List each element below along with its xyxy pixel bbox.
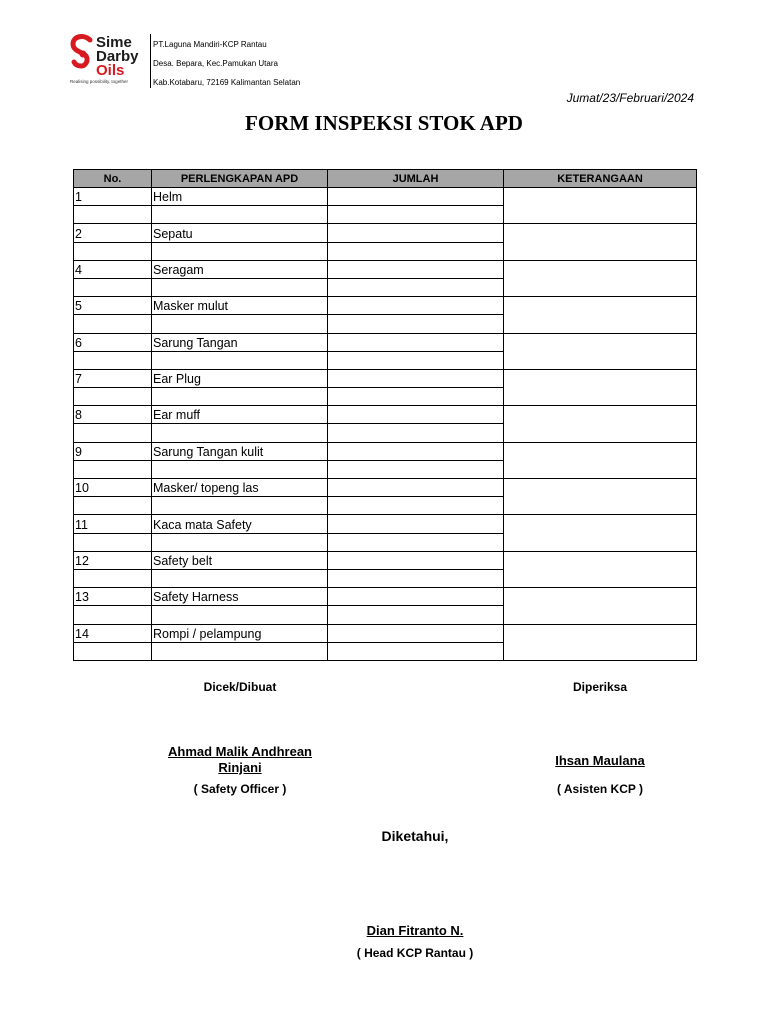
table-row — [74, 479, 697, 497]
row-equipment-blank — [152, 315, 328, 333]
row-remarks-cell[interactable] — [504, 442, 697, 478]
row-quantity-cell[interactable] — [328, 333, 504, 351]
row-quantity-cell[interactable] — [328, 515, 504, 533]
row-remarks-cell[interactable] — [504, 260, 697, 296]
row-number-blank — [74, 242, 152, 260]
table-header-row — [74, 170, 697, 188]
row-equipment: Ear muff — [152, 406, 328, 424]
row-quantity-cell[interactable] — [328, 406, 504, 424]
table-row — [74, 369, 697, 387]
row-remarks-cell[interactable] — [504, 588, 697, 624]
row-equipment: Safety Harness — [152, 588, 328, 606]
row-number: 5 — [74, 297, 152, 315]
row-quantity-cell-2[interactable] — [328, 569, 504, 587]
row-number-blank — [74, 388, 152, 406]
row-quantity-cell[interactable] — [328, 588, 504, 606]
row-number-blank — [74, 206, 152, 224]
table-row — [74, 406, 697, 424]
form-title: FORM INSPEKSI STOK APD — [245, 111, 523, 135]
header-divider — [150, 34, 151, 88]
row-equipment-blank — [152, 460, 328, 478]
row-quantity-cell[interactable] — [328, 551, 504, 569]
row-equipment-blank — [152, 351, 328, 369]
row-number-blank — [74, 606, 152, 624]
row-quantity-cell[interactable] — [328, 442, 504, 460]
row-equipment: Sepatu — [152, 224, 328, 242]
row-equipment-blank — [152, 242, 328, 260]
acknowledged-name: Dian Fitranto N. — [366, 923, 464, 938]
row-equipment: Seragam — [152, 260, 328, 278]
row-quantity-cell-2[interactable] — [328, 206, 504, 224]
row-number-blank — [74, 351, 152, 369]
row-equipment: Ear Plug — [152, 369, 328, 387]
table-row — [74, 333, 697, 351]
row-remarks-cell[interactable] — [504, 479, 697, 515]
row-quantity-cell-2[interactable] — [328, 388, 504, 406]
row-number-blank — [74, 569, 152, 587]
row-quantity-cell-2[interactable] — [328, 315, 504, 333]
row-equipment: Helm — [152, 188, 328, 206]
logo-word-1: Sime — [96, 34, 132, 51]
made-by-name-line-1: Ahmad Malik Andhrean — [168, 744, 312, 759]
sime-darby-logo-mark — [70, 34, 96, 74]
row-equipment: Kaca mata Safety — [152, 515, 328, 533]
row-number-blank — [74, 642, 152, 660]
row-equipment: Sarung Tangan — [152, 333, 328, 351]
row-equipment-blank — [152, 424, 328, 442]
row-number: 11 — [74, 515, 152, 533]
row-quantity-cell[interactable] — [328, 369, 504, 387]
row-quantity-cell-2[interactable] — [328, 642, 504, 660]
row-number-blank — [74, 424, 152, 442]
address-line-3: Kab.Kotabaru, 72169 Kalimantan Selatan — [153, 78, 301, 87]
row-equipment: Rompi / pelampung — [152, 624, 328, 642]
row-number: 6 — [74, 333, 152, 351]
table-row — [74, 551, 697, 569]
row-remarks-cell[interactable] — [504, 369, 697, 405]
row-quantity-cell-2[interactable] — [328, 351, 504, 369]
table-row — [74, 224, 697, 242]
row-equipment: Masker/ topeng las — [152, 479, 328, 497]
row-equipment: Safety belt — [152, 551, 328, 569]
row-number: 7 — [74, 369, 152, 387]
acknowledged-label: Diketahui, — [381, 828, 449, 844]
row-quantity-cell[interactable] — [328, 260, 504, 278]
row-remarks-cell[interactable] — [504, 624, 697, 660]
header-equipment: PERLENGKAPAN APD — [152, 170, 328, 188]
row-number-blank — [74, 460, 152, 478]
apd-stock-table — [73, 169, 697, 661]
row-remarks-cell[interactable] — [504, 224, 697, 260]
row-quantity-cell-2[interactable] — [328, 242, 504, 260]
row-number-blank — [74, 278, 152, 296]
checked-role: ( Asisten KCP ) — [556, 782, 643, 796]
row-number-blank — [74, 315, 152, 333]
table-body — [74, 188, 697, 661]
row-equipment-blank — [152, 206, 328, 224]
row-remarks-cell[interactable] — [504, 188, 697, 224]
row-quantity-cell-2[interactable] — [328, 460, 504, 478]
row-remarks-cell[interactable] — [504, 551, 697, 587]
row-equipment-blank — [152, 533, 328, 551]
row-equipment-blank — [152, 569, 328, 587]
row-equipment-blank — [152, 497, 328, 515]
row-equipment: Sarung Tangan kulit — [152, 442, 328, 460]
row-remarks-cell[interactable] — [504, 406, 697, 442]
row-number: 13 — [74, 588, 152, 606]
row-number: 2 — [74, 224, 152, 242]
table-row — [74, 624, 697, 642]
header-quantity: JUMLAH — [328, 170, 504, 188]
row-quantity-cell[interactable] — [328, 224, 504, 242]
checked-label: Diperiksa — [572, 680, 628, 694]
row-remarks-cell[interactable] — [504, 515, 697, 551]
made-by-role: ( Safety Officer ) — [193, 782, 287, 796]
row-number: 12 — [74, 551, 152, 569]
row-number-blank — [74, 497, 152, 515]
address-line-2: Desa. Bepara, Kec.Pamukan Utara — [153, 59, 278, 68]
table-row — [74, 515, 697, 533]
row-remarks-cell[interactable] — [504, 333, 697, 369]
row-equipment-blank — [152, 388, 328, 406]
row-number: 14 — [74, 624, 152, 642]
row-quantity-cell[interactable] — [328, 188, 504, 206]
table-row — [74, 588, 697, 606]
header-no: No. — [74, 170, 152, 188]
logo-word-2: Darby — [96, 48, 139, 65]
row-quantity-cell[interactable] — [328, 624, 504, 642]
row-number: 8 — [74, 406, 152, 424]
company-logo — [70, 34, 150, 92]
table-row — [74, 297, 697, 315]
header-remarks: KETERANGAAN — [504, 170, 697, 188]
row-number: 9 — [74, 442, 152, 460]
logo-word-3: Oils — [96, 62, 125, 79]
row-number: 10 — [74, 479, 152, 497]
row-quantity-cell[interactable] — [328, 479, 504, 497]
row-equipment-blank — [152, 606, 328, 624]
address-line-1: PT.Laguna Mandiri-KCP Rantau — [153, 40, 267, 49]
row-equipment-blank — [152, 278, 328, 296]
row-quantity-cell-2[interactable] — [328, 533, 504, 551]
form-date: Jumat/23/Februari/2024 — [566, 91, 694, 105]
made-by-name-line-2: Rinjani — [218, 760, 262, 775]
checked-name: Ihsan Maulana — [555, 753, 645, 768]
row-equipment-blank — [152, 642, 328, 660]
row-quantity-cell-2[interactable] — [328, 497, 504, 515]
row-quantity-cell-2[interactable] — [328, 424, 504, 442]
row-number-blank — [74, 533, 152, 551]
row-quantity-cell-2[interactable] — [328, 278, 504, 296]
row-quantity-cell-2[interactable] — [328, 606, 504, 624]
acknowledged-role: ( Head KCP Rantau ) — [356, 946, 474, 960]
row-quantity-cell[interactable] — [328, 297, 504, 315]
logo-tagline: Realising possibility, together — [70, 79, 128, 84]
table-row — [74, 260, 697, 278]
row-number: 1 — [74, 188, 152, 206]
row-number: 4 — [74, 260, 152, 278]
made-by-label: Dicek/Dibuat — [203, 680, 277, 694]
table-row — [74, 188, 697, 206]
row-remarks-cell[interactable] — [504, 297, 697, 333]
table-row — [74, 442, 697, 460]
row-equipment: Masker mulut — [152, 297, 328, 315]
